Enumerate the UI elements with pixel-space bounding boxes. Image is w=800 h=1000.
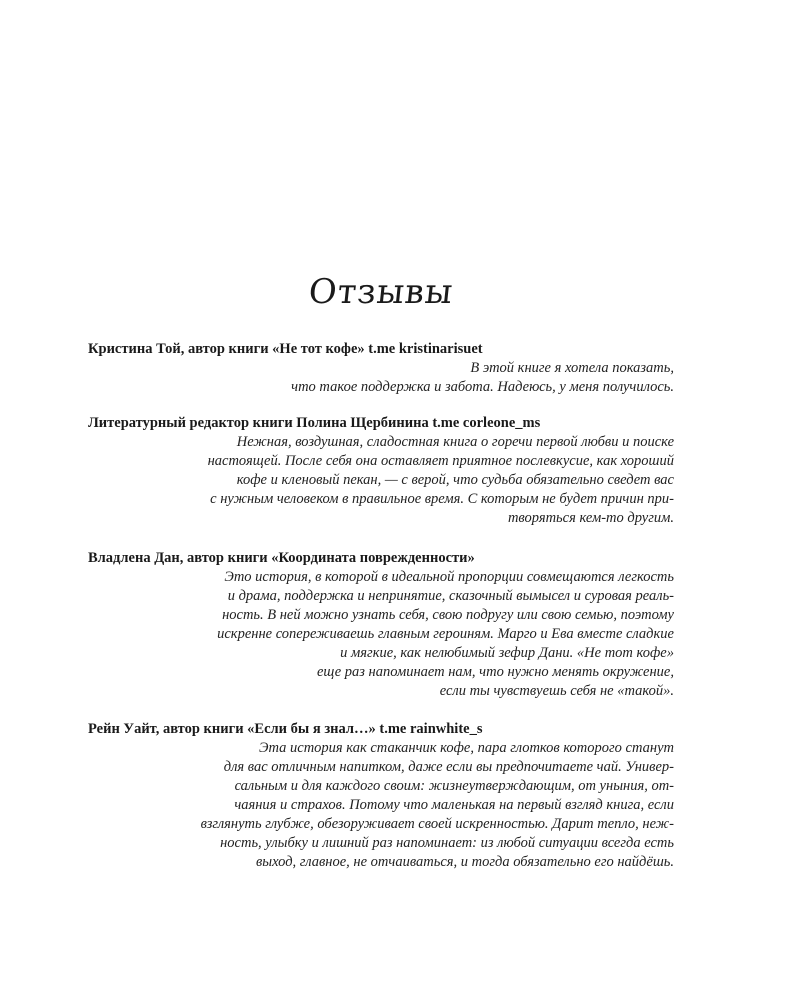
review-author: Владлена Дан, автор книги «Координата поврежденности» [88, 550, 475, 566]
review-kristina-toy [88, 340, 674, 397]
review-line: искренне сопереживаешь главным героиням. Марго и Ева вместе сладкие [217, 626, 674, 642]
review-author: Литературный редактор книги Полина Щербинина t.me corleone_ms [88, 415, 541, 431]
review-line: Это история, в которой в идеальной пропорции совмещаются легкость [224, 569, 674, 585]
review-editor-polina [88, 414, 674, 528]
page-title: Отзывы [306, 272, 456, 312]
review-author: Рейн Уайт, автор книги «Если бы я знал…» t.me rainwhite_s [88, 721, 483, 737]
review-line: Эта история как стаканчик кофе, пара глотков которого станут [259, 740, 674, 756]
review-line: для вас отличным напитком, даже если вы предпочитаете чай. Универ- [223, 759, 674, 775]
review-line: с нужным человеком в правильное время. С которым не будет причин при- [210, 491, 674, 507]
review-line: В этой книге я хотела показать, [470, 360, 674, 376]
review-line: и драма, поддержка и непринятие, сказочный вымысел и суровая реаль- [227, 588, 674, 604]
review-line: взглянуть глубже, обезоруживает своей искренностью. Дарит тепло, неж- [200, 816, 674, 832]
review-line: и мягкие, как нелюбимый зефир Дани. «Не тот кофе» [340, 645, 674, 661]
review-line: ность, улыбку и лишний раз напоминает: из любой ситуации всегда есть [220, 835, 674, 851]
review-line: настоящей. После себя она оставляет приятное послевкусие, как хороший [207, 453, 674, 469]
review-line: что такое поддержка и забота. Надеюсь, у меня получилось. [291, 379, 674, 395]
review-text [88, 739, 674, 872]
review-author: Кристина Той, автор книги «Не тот кофе» t.me kristinarisuet [88, 341, 483, 357]
review-line: сальным и для каждого своим: жизнеутверждающим, от уныния, от- [234, 778, 674, 794]
review-line: Нежная, воздушная, сладостная книга о горечи первой любви и поиске [236, 434, 674, 450]
review-line: еще раз напоминает нам, что нужно менять окружение, [316, 664, 674, 680]
review-line: выход, главное, не отчаиваться, и тогда обязательно его найдёшь. [255, 854, 674, 870]
book-page [88, 0, 674, 1000]
review-line: кофе и кленовый пекан, — с верой, что судьба обязательно сведет вас [236, 472, 674, 488]
review-text [88, 568, 674, 701]
review-line: ность. В ней можно узнать себя, свою подругу или свою семью, поэтому [222, 607, 674, 623]
review-text [88, 433, 674, 528]
review-line: если ты чувствуешь себя не «такой». [439, 683, 674, 699]
review-line: чаяния и страхов. Потому что маленькая на первый взгляд книга, если [234, 797, 674, 813]
review-text [88, 359, 674, 397]
review-line: творяться кем-то другим. [507, 510, 674, 526]
review-vladlena-dan [88, 549, 674, 701]
review-rein-white [88, 720, 674, 872]
